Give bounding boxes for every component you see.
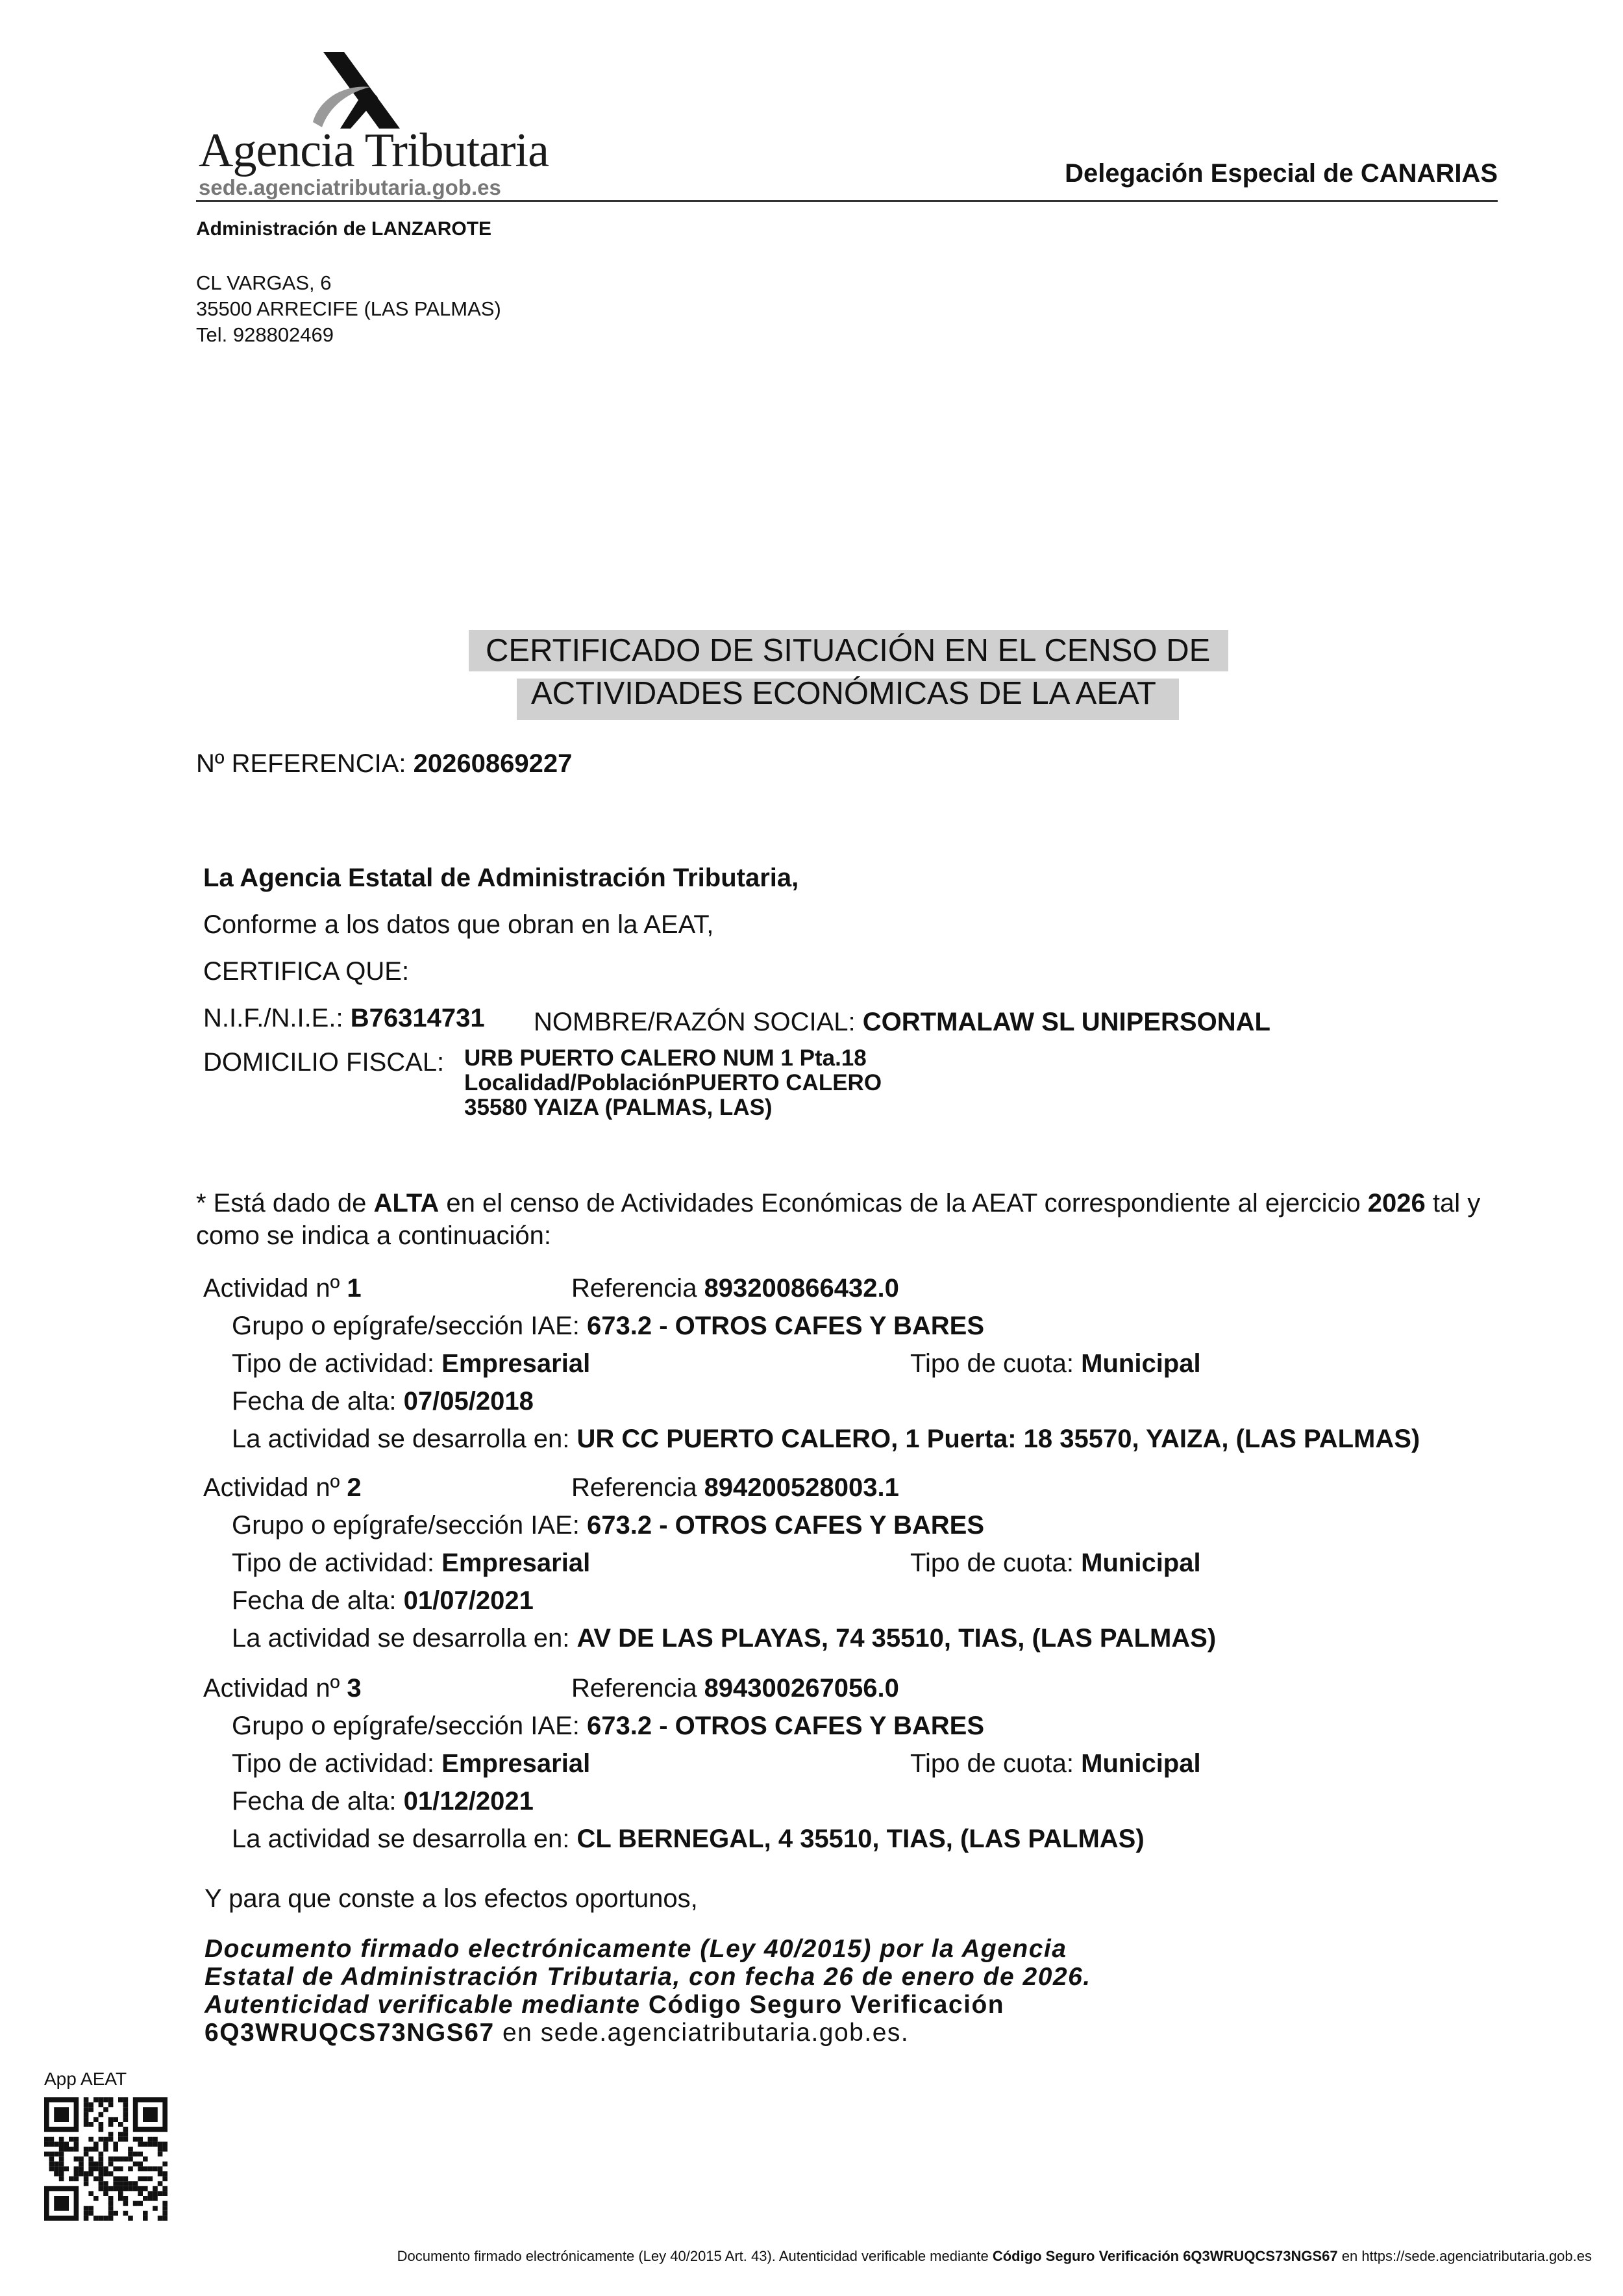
- activity-tipo: Empresarial: [441, 1749, 591, 1778]
- referencia: [196, 749, 572, 779]
- nombre: [534, 1008, 1270, 1037]
- activity-referencia-row: Referencia 894300267056.0: [571, 1674, 899, 1703]
- activity-ubicacion: UR CC PUERTO CALERO, 1 Puerta: 18 35570, YAIZA, (LAS PALMAS): [576, 1425, 1420, 1453]
- certifica: CERTIFICA QUE:: [203, 957, 410, 986]
- activity-ubicacion: CL BERNEGAL, 4 35510, TIAS, (LAS PALMAS): [576, 1825, 1145, 1853]
- address-line-2: 35500 ARRECIFE (LAS PALMAS): [196, 297, 501, 320]
- document-title-line-1: CERTIFICADO DE SITUACIÓN EN EL CENSO DE: [486, 633, 1211, 668]
- phone: Tel. 928802469: [196, 323, 334, 346]
- activity-referencia: 894300267056.0: [704, 1674, 899, 1703]
- activity-header: Actividad nº 2: [203, 1473, 362, 1502]
- status-year: 2026: [1367, 1189, 1426, 1217]
- document-title-line-2: ACTIVIDADES ECONÓMICAS DE LA AEAT: [531, 676, 1156, 711]
- domicilio-line-3: 35580 YAIZA (PALMAS, LAS): [464, 1095, 773, 1120]
- activity-grupo: 673.2 - OTROS CAFES Y BARES: [586, 1511, 985, 1540]
- nif-label: N.I.F./N.I.E.:: [203, 1004, 343, 1032]
- activity-header: Actividad nº 1: [203, 1274, 362, 1303]
- closing-text: Y para que conste a los efectos oportunos,: [204, 1884, 698, 1913]
- agencia-tributaria-logo-icon: [310, 52, 414, 135]
- csv-code: 6Q3WRUQCS73NGS67: [204, 2019, 495, 2047]
- activity-fecha-row: Fecha de alta: 01/12/2021: [232, 1787, 534, 1816]
- activity-grupo-row: Grupo o epígrafe/sección IAE: 673.2 - OTROS CAFES Y BARES: [232, 1511, 985, 1540]
- activity-tipo-row: Tipo de actividad: Empresarial: [232, 1349, 591, 1378]
- activity-cuota-row: Tipo de cuota: Municipal: [910, 1749, 1201, 1778]
- activity-grupo-row: Grupo o epígrafe/sección IAE: 673.2 - OTROS CAFES Y BARES: [232, 1312, 985, 1340]
- activity-number: 2: [347, 1473, 362, 1502]
- header-divider: [196, 200, 1498, 202]
- signature-block: [204, 1935, 1091, 2047]
- footer-text: Documento firmado electrónicamente (Ley 40/2015 Art. 43). Autenticidad verificable mediante Código Seguro Verificación 6Q3WRUQCS73NGS67 en https://sede.agenciatributaria.gob.es: [397, 2248, 1592, 2264]
- activity-fecha: 01/12/2021: [403, 1787, 534, 1816]
- csv-label: Código Seguro Verificación: [648, 1991, 1005, 2019]
- address-line-1: CL VARGAS, 6: [196, 271, 332, 294]
- signature-line-3: Autenticidad verificable mediante: [204, 1991, 641, 2019]
- signature-line-4: en sede.agenciatributaria.gob.es.: [502, 2019, 910, 2047]
- activity-grupo: 673.2 - OTROS CAFES Y BARES: [586, 1712, 985, 1740]
- referencia-label: Nº REFERENCIA:: [196, 749, 406, 778]
- activity-header: Actividad nº 3: [203, 1674, 362, 1703]
- activity-tipo: Empresarial: [441, 1549, 591, 1577]
- activity-ubicacion-row: La actividad se desarrolla en: UR CC PUERTO CALERO, 1 Puerta: 18 35570, YAIZA, (LAS PALMAS): [232, 1425, 1420, 1453]
- activity-referencia-row: Referencia 894200528003.1: [571, 1473, 899, 1502]
- activity-tipo-row: Tipo de actividad: Empresarial: [232, 1549, 591, 1577]
- status-paragraph: * Está dado de ALTA en el censo de Actividades Económicas de la AEAT correspondiente al ejercicio 2026 tal y como se indica a continuación:: [196, 1189, 1481, 1250]
- nombre-label: NOMBRE/RAZÓN SOCIAL:: [534, 1008, 856, 1036]
- app-aeat-label: App AEAT: [44, 2069, 127, 2089]
- activity-fecha: 07/05/2018: [403, 1387, 534, 1416]
- activity-ubicacion: AV DE LAS PLAYAS, 74 35510, TIAS, (LAS PALMAS): [576, 1624, 1217, 1653]
- signature-line-2: Estatal de Administración Tributaria, con fecha 26 de enero de 2026.: [204, 1963, 1091, 1991]
- delegacion-heading: Delegación Especial de CANARIAS: [1065, 159, 1498, 188]
- activity-referencia: 893200866432.0: [704, 1274, 899, 1303]
- activity-referencia-row: Referencia 893200866432.0: [571, 1274, 899, 1303]
- signature-line-1: Documento firmado electrónicamente (Ley 40/2015) por la Agencia: [204, 1935, 1067, 1963]
- activity-fecha: 01/07/2021: [403, 1586, 534, 1615]
- activity-tipo-row: Tipo de actividad: Empresarial: [232, 1749, 591, 1778]
- nombre-value: CORTMALAW SL UNIPERSONAL: [862, 1008, 1270, 1036]
- footer-csv: Código Seguro Verificación 6Q3WRUQCS73NGS67: [992, 2248, 1338, 2264]
- activity-cuota: Municipal: [1081, 1349, 1201, 1378]
- domicilio-label: DOMICILIO FISCAL:: [203, 1048, 445, 1077]
- nif-value: B76314731: [350, 1004, 485, 1032]
- activity-ubicacion-row: La actividad se desarrolla en: AV DE LAS PLAYAS, 74 35510, TIAS, (LAS PALMAS): [232, 1624, 1217, 1653]
- logo-name: Agencia Tributaria: [199, 124, 549, 177]
- nif: [203, 1004, 485, 1033]
- activity-tipo: Empresarial: [441, 1349, 591, 1378]
- activity-ubicacion-row: La actividad se desarrolla en: CL BERNEGAL, 4 35510, TIAS, (LAS PALMAS): [232, 1825, 1145, 1853]
- activity-fecha-row: Fecha de alta: 01/07/2021: [232, 1586, 534, 1615]
- activity-referencia: 894200528003.1: [704, 1473, 899, 1502]
- activity-grupo: 673.2 - OTROS CAFES Y BARES: [586, 1312, 985, 1340]
- activity-grupo-row: Grupo o epígrafe/sección IAE: 673.2 - OTROS CAFES Y BARES: [232, 1712, 985, 1740]
- activity-cuota-row: Tipo de cuota: Municipal: [910, 1549, 1201, 1577]
- qr-code-icon[interactable]: [44, 2097, 167, 2221]
- domicilio-line-2: Localidad/PoblaciónPUERTO CALERO: [464, 1070, 882, 1095]
- activity-fecha-row: Fecha de alta: 07/05/2018: [232, 1387, 534, 1416]
- issuer: La Agencia Estatal de Administración Tributaria,: [203, 864, 799, 892]
- activity-number: 1: [347, 1274, 362, 1303]
- activity-number: 3: [347, 1674, 362, 1703]
- status-alta: ALTA: [373, 1189, 440, 1217]
- domicilio-line-1: URB PUERTO CALERO NUM 1 Pta.18: [464, 1045, 867, 1071]
- activity-cuota: Municipal: [1081, 1549, 1201, 1577]
- administracion-label: Administración de LANZAROTE: [196, 218, 492, 240]
- activity-cuota: Municipal: [1081, 1749, 1201, 1778]
- activity-cuota-row: Tipo de cuota: Municipal: [910, 1349, 1201, 1378]
- conforme: Conforme a los datos que obran en la AEAT,: [203, 910, 714, 939]
- referencia-value: 20260869227: [413, 749, 573, 778]
- logo-url: sede.agenciatributaria.gob.es: [199, 175, 501, 199]
